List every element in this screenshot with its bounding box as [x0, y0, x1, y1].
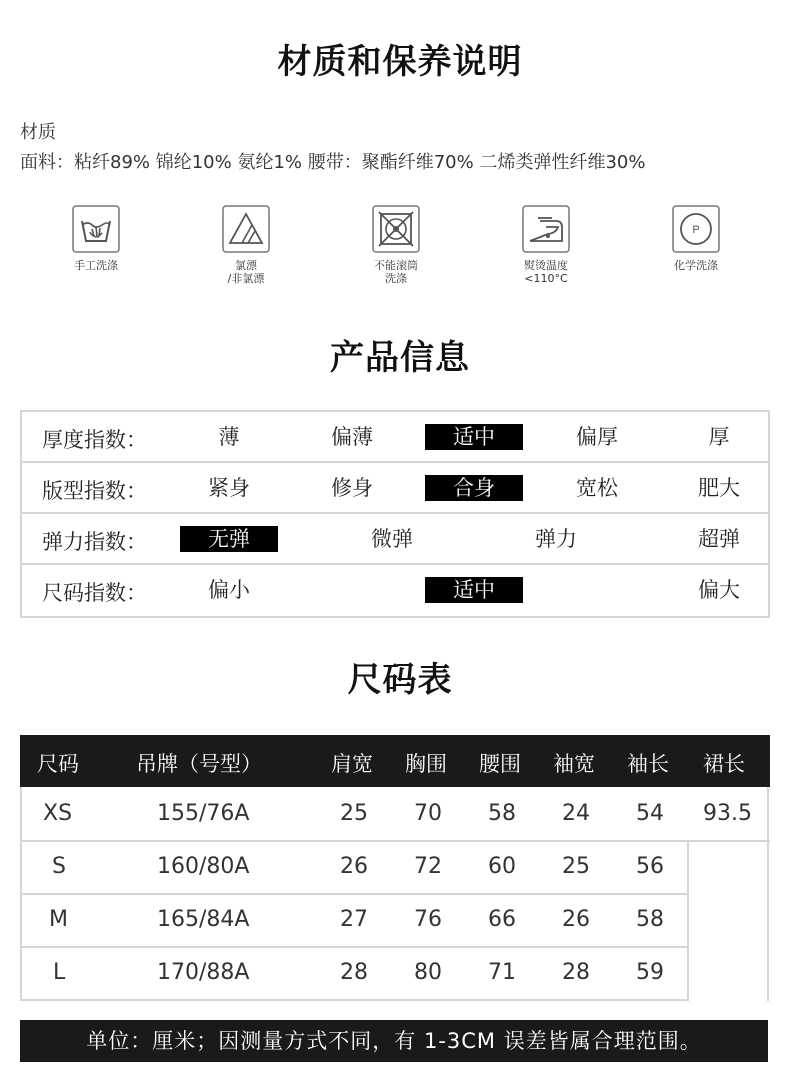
table-left-border: [20, 787, 22, 1001]
bleach-icon: [222, 205, 270, 253]
header-cell: 裙长: [703, 752, 745, 776]
unit-note: 单位：厘米；因测量方式不同，有 1-3CM 误差皆属合理范围。: [20, 1020, 768, 1062]
size-cell: L: [53, 960, 66, 985]
sleeve-length-cell: 59: [636, 960, 664, 985]
size-cell: XS: [43, 801, 73, 826]
table-column-divider: [687, 841, 689, 1001]
header-cell: 袖长: [627, 752, 669, 776]
shoulder-cell: 25: [340, 801, 368, 826]
tag-cell: 155/76A: [157, 801, 250, 826]
fit-label: 版型指数：: [42, 479, 147, 503]
care-item-hand-wash: [46, 205, 146, 272]
waist-cell: 66: [488, 907, 516, 932]
info-section-title: 产品信息: [330, 338, 470, 378]
sleeve-width-cell: 26: [562, 907, 590, 932]
shoulder-cell: 27: [340, 907, 368, 932]
elasticity-row: [22, 514, 768, 565]
thickness-label: 厚度指数：: [42, 428, 147, 452]
care-label: 氯漂 /非氯漂: [227, 259, 265, 285]
dry-clean-p-icon: [672, 205, 720, 253]
material-heading: 材质: [20, 122, 56, 143]
shoulder-cell: 28: [340, 960, 368, 985]
chest-cell: 80: [414, 960, 442, 985]
size-index-row: [22, 565, 768, 616]
svg-text:P: P: [692, 224, 700, 236]
header-cell: 腰围: [479, 752, 521, 776]
size-chart: [20, 735, 770, 999]
skirt-length-cell: 93.5: [703, 801, 752, 826]
fit-option: 宽松: [576, 476, 618, 500]
care-item-bleach: [196, 205, 296, 285]
header-cell: 袖宽: [553, 752, 595, 776]
size-index-option: 偏小: [208, 578, 250, 602]
size-index-label: 尺码指数：: [42, 581, 147, 605]
hand-wash-icon: [72, 205, 120, 253]
table-row: [20, 840, 770, 893]
elasticity-option-selected: 无弹: [180, 526, 278, 552]
header-cell: 吊牌（号型）: [136, 752, 262, 776]
tag-cell: 160/80A: [157, 854, 250, 879]
thickness-option: 偏厚: [576, 425, 618, 449]
waist-cell: 71: [488, 960, 516, 985]
care-label: 手工洗涤: [74, 259, 118, 272]
fit-row: [22, 463, 768, 514]
no-tumble-dry-icon: [372, 205, 420, 253]
fit-option: 肥大: [698, 476, 740, 500]
thickness-option: 厚: [708, 425, 730, 449]
fit-option: 修身: [331, 476, 373, 500]
thickness-option: 偏薄: [331, 425, 373, 449]
header-cell: 胸围: [405, 752, 447, 776]
size-chart-header: [20, 735, 770, 787]
iron-icon: [522, 205, 570, 253]
material-composition: 面料：粘纤89% 锦纶10% 氨纶1% 腰带：聚酯纤维70% 二烯类弹性纤维30%: [20, 152, 646, 173]
product-info-table: [20, 410, 770, 618]
sleeve-width-cell: 28: [562, 960, 590, 985]
header-cell: 肩宽: [331, 752, 373, 776]
elasticity-option: 弹力: [535, 527, 577, 551]
elasticity-label: 弹力指数：: [42, 530, 147, 554]
shoulder-cell: 26: [340, 854, 368, 879]
fit-option-selected: 合身: [425, 475, 523, 501]
size-section-title: 尺码表: [347, 660, 453, 700]
fit-option: 紧身: [208, 476, 250, 500]
elasticity-option: 微弹: [371, 527, 413, 551]
chest-cell: 70: [414, 801, 442, 826]
size-index-option-selected: 适中: [425, 577, 523, 603]
tag-cell: 165/84A: [157, 907, 250, 932]
sleeve-length-cell: 56: [636, 854, 664, 879]
elasticity-option: 超弹: [698, 527, 740, 551]
care-item-dry-clean: [646, 205, 746, 272]
tag-cell: 170/88A: [157, 960, 250, 985]
table-row: [20, 893, 770, 946]
sleeve-length-cell: 54: [636, 801, 664, 826]
size-index-option: 偏大: [698, 578, 740, 602]
care-label: 化学洗涤: [674, 259, 718, 272]
chest-cell: 72: [414, 854, 442, 879]
care-label: 熨烫温度 <110°C: [524, 259, 568, 285]
sleeve-length-cell: 58: [636, 907, 664, 932]
waist-cell: 60: [488, 854, 516, 879]
size-cell: M: [49, 907, 68, 932]
table-right-border: [767, 787, 769, 1001]
header-cell: 尺码: [37, 752, 79, 776]
thickness-option-selected: 适中: [425, 424, 523, 450]
sleeve-width-cell: 25: [562, 854, 590, 879]
care-item-no-tumble: [346, 205, 446, 285]
care-item-iron: [496, 205, 596, 285]
care-section-title: 材质和保养说明: [277, 42, 523, 82]
table-row: [20, 946, 770, 999]
sleeve-width-cell: 24: [562, 801, 590, 826]
table-row: [20, 787, 770, 840]
size-cell: S: [52, 854, 66, 879]
care-symbols: [0, 205, 800, 305]
waist-cell: 58: [488, 801, 516, 826]
thickness-option: 薄: [218, 425, 240, 449]
row-divider: [20, 999, 687, 1001]
chest-cell: 76: [414, 907, 442, 932]
care-label: 不能滚筒 洗涤: [374, 259, 418, 285]
thickness-row: [22, 412, 768, 463]
